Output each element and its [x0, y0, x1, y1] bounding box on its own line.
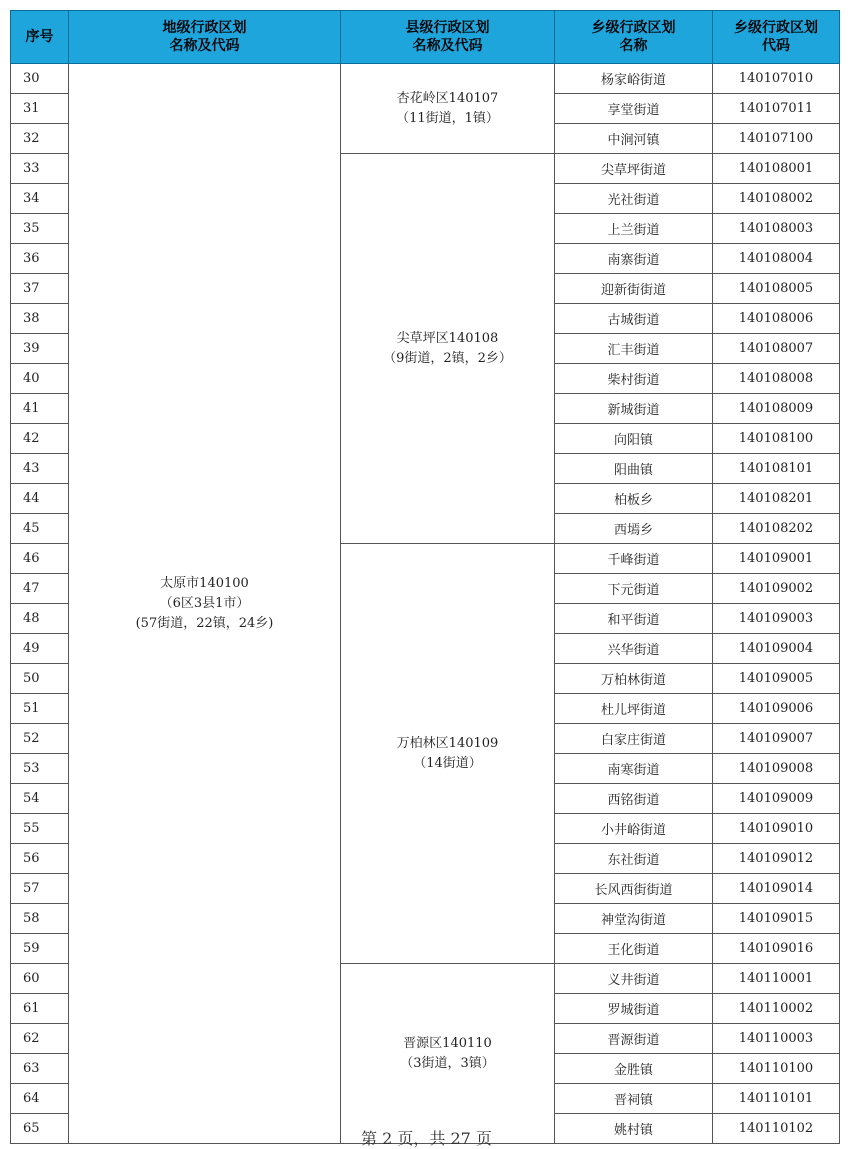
row-seq: 51	[11, 694, 69, 724]
row-seq: 40	[11, 364, 69, 394]
county-line2: （11街道，1镇）	[396, 110, 499, 126]
township-code: 140109007	[713, 724, 840, 754]
township-code: 140108101	[713, 454, 840, 484]
township-code: 140109009	[713, 784, 840, 814]
row-seq: 37	[11, 274, 69, 304]
township-code: 140109006	[713, 694, 840, 724]
row-seq: 44	[11, 484, 69, 514]
township-name: 义井街道	[555, 964, 713, 994]
county-line2: （9街道，2镇，2乡）	[383, 350, 512, 366]
table-body	[11, 64, 840, 1144]
row-seq: 35	[11, 214, 69, 244]
township-code: 140108008	[713, 364, 840, 394]
township-name: 阳曲镇	[555, 454, 713, 484]
township-name: 王化街道	[555, 934, 713, 964]
township-name: 南寒街道	[555, 754, 713, 784]
county-line1: 尖草坪区140108	[396, 330, 499, 346]
prefecture-line3: (57街道，22镇，24乡)	[135, 615, 274, 631]
township-code: 140109015	[713, 904, 840, 934]
township-code: 140109016	[713, 934, 840, 964]
township-code: 140110001	[713, 964, 840, 994]
township-name: 古城街道	[555, 304, 713, 334]
township-code: 140108100	[713, 424, 840, 454]
row-seq: 52	[11, 724, 69, 754]
row-seq: 47	[11, 574, 69, 604]
row-seq: 65	[11, 1114, 69, 1144]
township-name: 中涧河镇	[555, 124, 713, 154]
county-cell	[341, 64, 555, 154]
row-seq: 33	[11, 154, 69, 184]
row-seq: 60	[11, 964, 69, 994]
township-code: 140107100	[713, 124, 840, 154]
county-line2: （3街道，3镇）	[400, 1055, 495, 1071]
township-name: 兴华街道	[555, 634, 713, 664]
header-township-code: 乡级行政区划 代码	[713, 11, 840, 64]
prefecture-line2: （6区3县1市）	[159, 595, 250, 611]
township-code: 140108005	[713, 274, 840, 304]
township-name: 东社街道	[555, 844, 713, 874]
township-name: 小井峪街道	[555, 814, 713, 844]
row-seq: 50	[11, 664, 69, 694]
township-code: 140110100	[713, 1054, 840, 1084]
township-name: 千峰街道	[555, 544, 713, 574]
township-code: 140108003	[713, 214, 840, 244]
row-seq: 49	[11, 634, 69, 664]
township-name: 南寨街道	[555, 244, 713, 274]
row-seq: 32	[11, 124, 69, 154]
county-cell	[341, 544, 555, 964]
township-code: 140109003	[713, 604, 840, 634]
township-code: 140107011	[713, 94, 840, 124]
township-code: 140108002	[713, 184, 840, 214]
township-name: 上兰街道	[555, 214, 713, 244]
township-name: 神堂沟街道	[555, 904, 713, 934]
row-seq: 55	[11, 814, 69, 844]
row-seq: 53	[11, 754, 69, 784]
row-seq: 61	[11, 994, 69, 1024]
row-seq: 46	[11, 544, 69, 574]
township-name: 西墕乡	[555, 514, 713, 544]
township-name: 光社街道	[555, 184, 713, 214]
township-name: 下元街道	[555, 574, 713, 604]
township-code: 140108004	[713, 244, 840, 274]
township-name: 晋源街道	[555, 1024, 713, 1054]
page-footer: 第 2 页，共 27 页	[361, 1129, 492, 1148]
row-seq: 36	[11, 244, 69, 274]
township-code: 140109002	[713, 574, 840, 604]
row-seq: 41	[11, 394, 69, 424]
township-name: 尖草坪街道	[555, 154, 713, 184]
header-prefecture: 地级行政区划 名称及代码	[69, 11, 341, 64]
header-township-name: 乡级行政区划 名称	[555, 11, 713, 64]
township-name: 长风西街街道	[555, 874, 713, 904]
row-seq: 58	[11, 904, 69, 934]
township-name: 享堂街道	[555, 94, 713, 124]
township-name: 和平街道	[555, 604, 713, 634]
township-code: 140109001	[713, 544, 840, 574]
row-seq: 48	[11, 604, 69, 634]
township-name: 罗城街道	[555, 994, 713, 1024]
county-line1: 晋源区140110	[403, 1035, 492, 1051]
township-code: 140108009	[713, 394, 840, 424]
township-code: 140108202	[713, 514, 840, 544]
row-seq: 39	[11, 334, 69, 364]
township-name: 迎新街街道	[555, 274, 713, 304]
row-seq: 57	[11, 874, 69, 904]
prefecture-cell	[69, 64, 341, 1144]
township-name: 向阳镇	[555, 424, 713, 454]
row-seq: 64	[11, 1084, 69, 1114]
county-cell	[341, 964, 555, 1144]
row-seq: 63	[11, 1054, 69, 1084]
row-seq: 30	[11, 64, 69, 94]
township-name: 杜儿坪街道	[555, 694, 713, 724]
prefecture-line1: 太原市140100	[160, 575, 249, 591]
township-name: 姚村镇	[555, 1114, 713, 1144]
row-seq: 42	[11, 424, 69, 454]
township-code: 140109008	[713, 754, 840, 784]
township-code: 140108001	[713, 154, 840, 184]
county-line2: （14街道）	[413, 755, 482, 771]
township-name: 柏板乡	[555, 484, 713, 514]
row-seq: 38	[11, 304, 69, 334]
township-code: 140108007	[713, 334, 840, 364]
township-code: 140109004	[713, 634, 840, 664]
row-seq: 56	[11, 844, 69, 874]
township-name: 汇丰街道	[555, 334, 713, 364]
row-seq: 45	[11, 514, 69, 544]
township-code: 140109010	[713, 814, 840, 844]
table-header-row	[11, 11, 840, 64]
township-code: 140107010	[713, 64, 840, 94]
township-name: 西铭街道	[555, 784, 713, 814]
row-seq: 62	[11, 1024, 69, 1054]
county-line1: 杏花岭区140107	[396, 90, 499, 106]
table-row	[11, 64, 840, 94]
county-line1: 万柏林区140109	[396, 735, 499, 751]
header-seq: 序号	[11, 11, 69, 64]
row-seq: 54	[11, 784, 69, 814]
township-name: 杨家峪街道	[555, 64, 713, 94]
township-name: 万柏林街道	[555, 664, 713, 694]
township-code: 140110002	[713, 994, 840, 1024]
header-county: 县级行政区划 名称及代码	[341, 11, 555, 64]
township-code: 140109005	[713, 664, 840, 694]
row-seq: 59	[11, 934, 69, 964]
admin-division-table	[10, 10, 840, 1144]
township-code: 140110101	[713, 1084, 840, 1114]
township-code: 140109012	[713, 844, 840, 874]
county-cell	[341, 154, 555, 544]
township-name: 白家庄街道	[555, 724, 713, 754]
row-seq: 31	[11, 94, 69, 124]
row-seq: 43	[11, 454, 69, 484]
township-code: 140110003	[713, 1024, 840, 1054]
township-name: 金胜镇	[555, 1054, 713, 1084]
township-name: 晋祠镇	[555, 1084, 713, 1114]
township-code: 140110102	[713, 1114, 840, 1144]
township-code: 140109014	[713, 874, 840, 904]
township-name: 柴村街道	[555, 364, 713, 394]
township-name: 新城街道	[555, 394, 713, 424]
township-code: 140108201	[713, 484, 840, 514]
township-code: 140108006	[713, 304, 840, 334]
row-seq: 34	[11, 184, 69, 214]
